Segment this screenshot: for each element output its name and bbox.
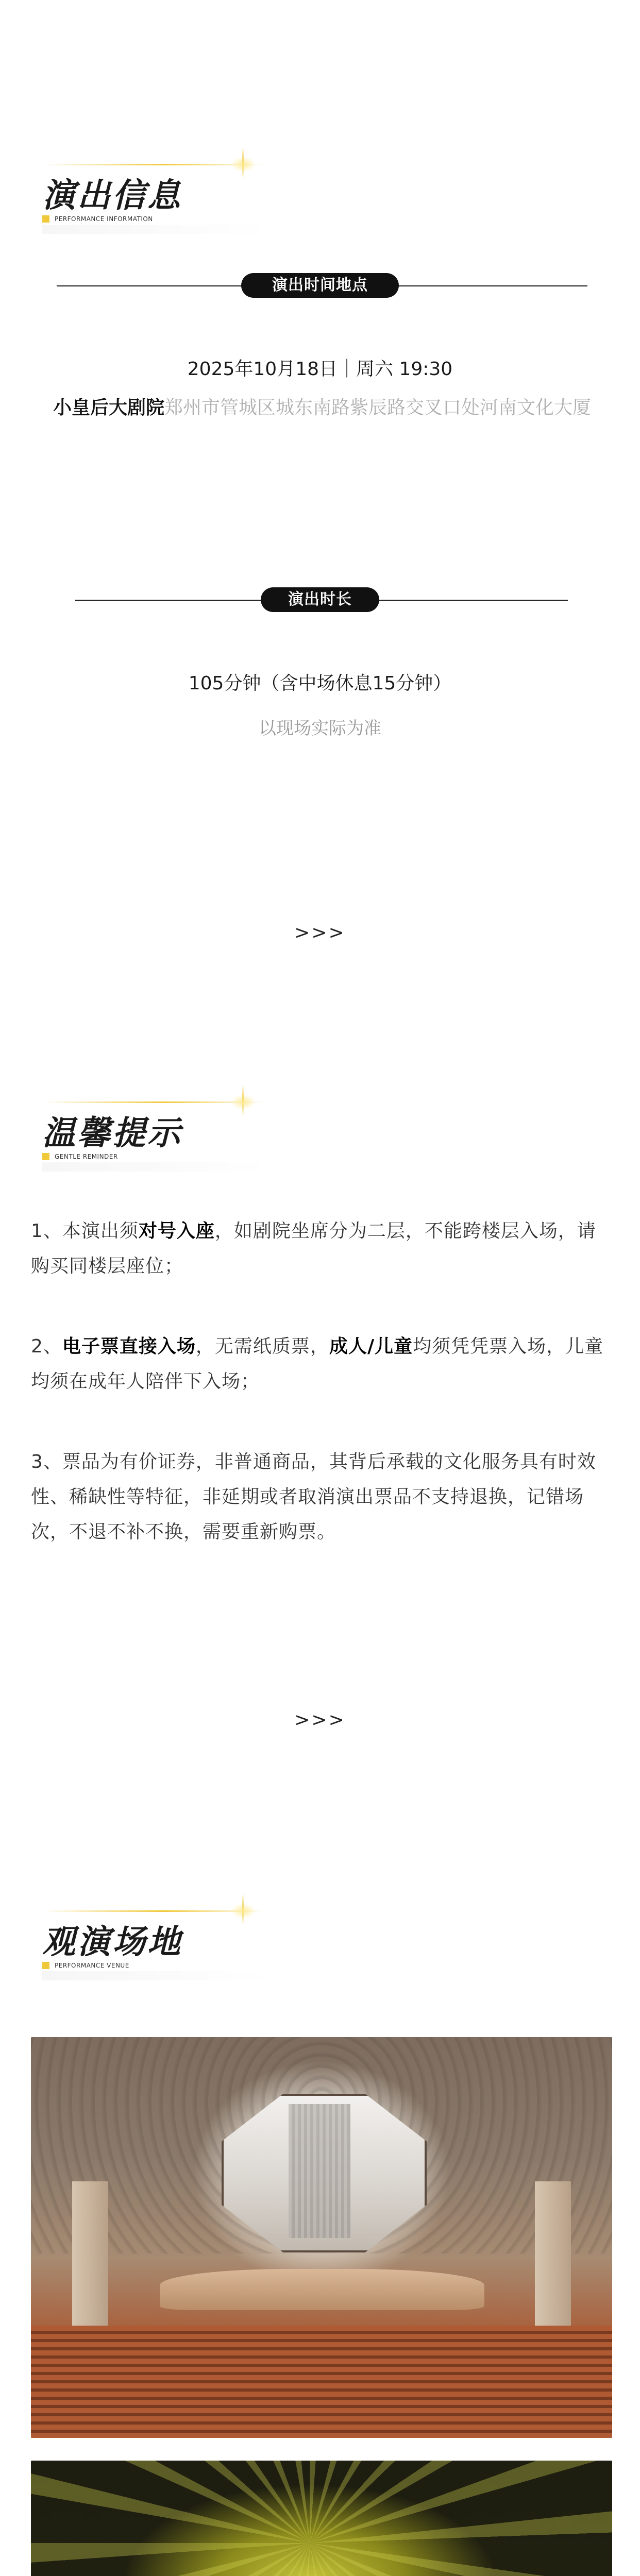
- section-subtitle: PERFORMANCE INFORMATION: [55, 215, 153, 223]
- section-subtitle: GENTLE REMINDER: [55, 1153, 118, 1160]
- subtitle-shadow: [42, 225, 269, 234]
- more-indicator[interactable]: >>>: [294, 1709, 346, 1731]
- light-beams: [31, 2461, 612, 2576]
- venue-photo-interior: [31, 2037, 612, 2438]
- sparkle-decoration: [231, 1094, 256, 1110]
- gold-square-icon: [42, 1153, 49, 1160]
- subtitle-shadow: [42, 1162, 269, 1172]
- section-heading: 温馨提示: [42, 1114, 182, 1153]
- tip-item-1: [31, 1214, 613, 1284]
- performance-date: 2025年10月18日｜周六 19:30: [187, 359, 453, 380]
- section-subtitle-row: [42, 1153, 259, 1160]
- duration-header: [0, 587, 640, 612]
- balcony: [160, 2269, 484, 2310]
- section-heading: 演出信息: [42, 176, 182, 215]
- more-indicator[interactable]: >>>: [294, 922, 346, 943]
- sparkle-decoration: [231, 1903, 256, 1919]
- tip-item-3: [31, 1445, 613, 1550]
- section-subtitle-row: [42, 215, 259, 223]
- subtitle-shadow: [42, 1971, 269, 1980]
- section-title-performance-venue: [42, 1901, 279, 1978]
- tip-emphasis: 电子票直接入场: [62, 1336, 196, 1357]
- venue-photo-performance: [31, 2461, 612, 2576]
- time-place-header: [0, 273, 640, 298]
- tip-text: 3、票品为有价证券，非普通商品，其背后承载的文化服务具有时效性、稀缺性等特征，非延期或者取消演出票品不支持退换，记错场次，不退不补不换，需要重新购票。: [31, 1451, 596, 1543]
- section-title-gentle-reminder: [42, 1092, 279, 1170]
- gold-square-icon: [42, 215, 49, 223]
- tip-text: 1、本演出须: [31, 1221, 139, 1242]
- tip-emphasis: 成人/儿童: [329, 1336, 413, 1357]
- tip-emphasis: 对号入座: [138, 1221, 215, 1242]
- section-subtitle: PERFORMANCE VENUE: [55, 1962, 129, 1969]
- venue-name: 小皇后大剧院: [53, 397, 164, 418]
- seating-rows: [31, 2326, 612, 2438]
- section-title-performance-info: [42, 155, 279, 232]
- gold-square-icon: [42, 1962, 49, 1969]
- sparkle-decoration: [231, 157, 256, 172]
- tip-text: 2、: [31, 1336, 62, 1357]
- time-place-pill: 演出时间地点: [241, 273, 399, 298]
- duration-note: 以现场实际为准: [259, 718, 381, 739]
- skyscraper-view: [289, 2104, 350, 2238]
- venue-address: 郑州市管城区城东南路紫辰路交叉口处河南文化大厦: [164, 397, 592, 418]
- tip-item-2: [31, 1329, 613, 1399]
- section-heading: 观演场地: [42, 1923, 182, 1961]
- tip-text: ，如剧院坐席分为二层，不能跨楼层入场，请购买同楼层座位；: [31, 1221, 596, 1277]
- duration-text: 105分钟（含中场休息15分钟）: [188, 673, 452, 694]
- tip-text: 均须凭凭票入场，儿童均须在成年人陪伴下入场；: [31, 1336, 604, 1392]
- venue-block: [31, 392, 613, 425]
- tip-text: ，无需纸质票，: [195, 1336, 329, 1357]
- section-subtitle-row: [42, 1962, 259, 1969]
- duration-pill: 演出时长: [261, 587, 379, 612]
